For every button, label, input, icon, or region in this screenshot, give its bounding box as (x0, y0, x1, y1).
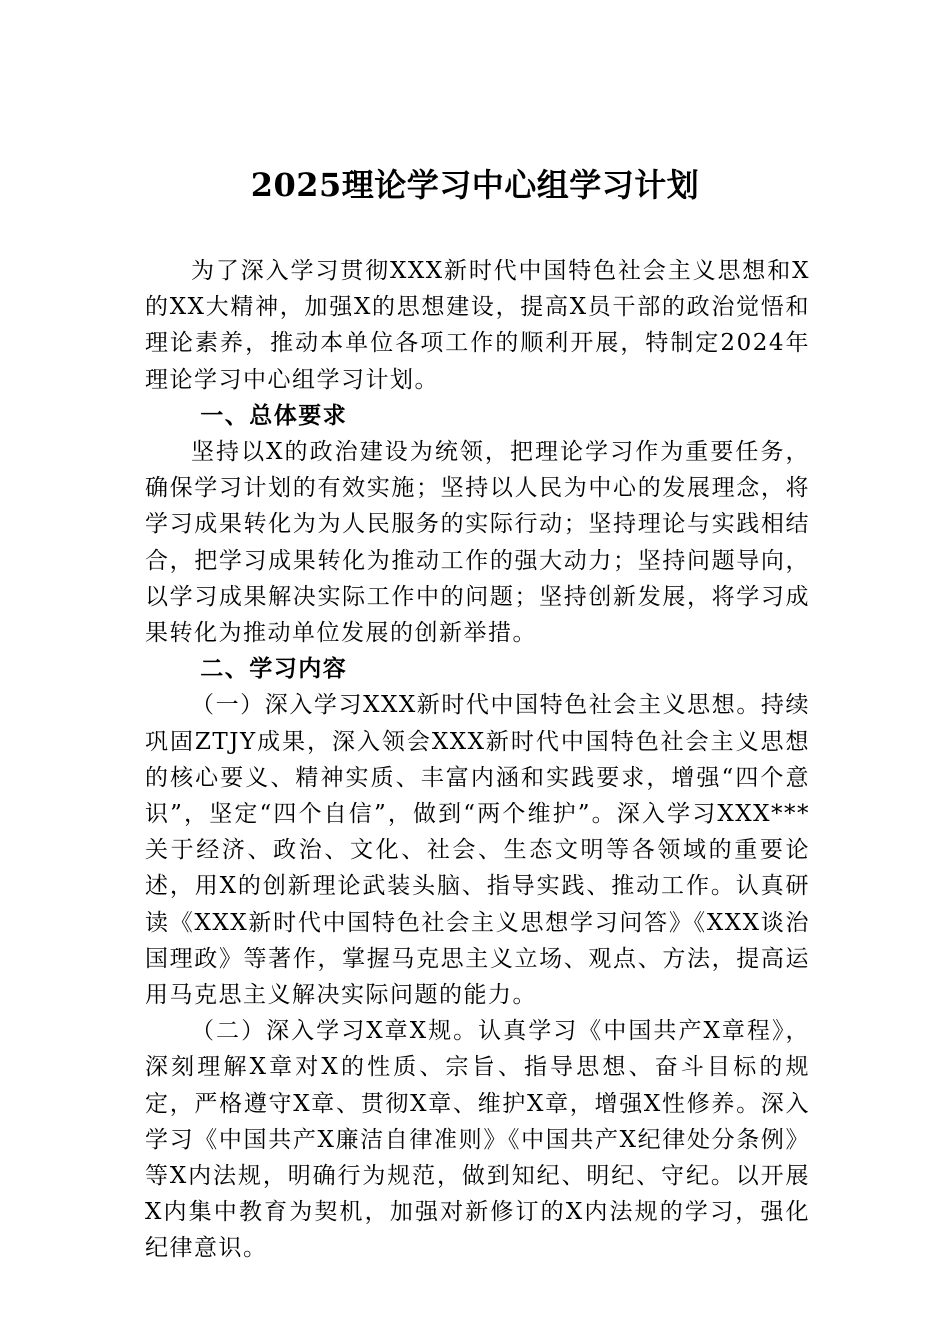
study-content-paragraph-1: （一）深入学习XXX新时代中国特色社会主义思想。持续巩固ZTJY成果，深入领会XXX新时代中国特色社会主义思想的核心要义、精神实质、丰富内涵和实践要求，增强“四个意识”，坚定“四个自信”，做到“两个维护”。深入学习XXX***关于经济、政治、文化、社会、生态文明等各领域的重要论述，用X的创新理论武装头脑、指导实践、推动工作。认真研读《XXX新时代中国特色社会主义思想学习问答》《XXX谈治国理政》等著作，掌握马克思主义立场、观点、方法，提高运用马克思主义解决实际问题的能力。 (145, 692, 810, 1009)
section-heading-general-requirements: 一、总体要求 (200, 401, 348, 429)
intro-paragraph: 为了深入学习贯彻XXX新时代中国特色社会主义思想和X的XX大精神，加强X的思想建设，提高X员干部的政治觉悟和理论素养，推动本单位各项工作的顺利开展，特制定2024年理论学习中心组学习计划。 (145, 258, 810, 393)
section-heading-study-content: 二、学习内容 (200, 655, 348, 683)
general-requirements-paragraph: 坚持以X的政治建设为统领，把理论学习作为重要任务，确保学习计划的有效实施；坚持以人民为中心的发展理念，将学习成果转化为为人民服务的实际行动；坚持理论与实践相结合，把学习成果转化为推动工作的强大动力；坚持问题导向，以学习成果解决实际工作中的问题；坚持创新发展，将学习成果转化为推动单位发展的创新举措。 (145, 439, 810, 647)
document-title: 2025理论学习中心组学习计划 (250, 166, 700, 204)
study-content-paragraph-2: （二）深入学习X章X规。认真学习《中国共产X章程》，深刻理解X章对X的性质、宗旨、指导思想、奋斗目标的规定，严格遵守X章、贯彻X章、维护X章，增强X性修养。深入学习《中国共产X廉洁自律准则》《中国共产X纪律处分条例》等X内法规，明确行为规范，做到知纪、明纪、守纪。以开展X内集中教育为契机，加强对新修订的X内法规的学习，强化纪律意识。 (145, 1018, 810, 1262)
document-body (145, 253, 810, 1267)
